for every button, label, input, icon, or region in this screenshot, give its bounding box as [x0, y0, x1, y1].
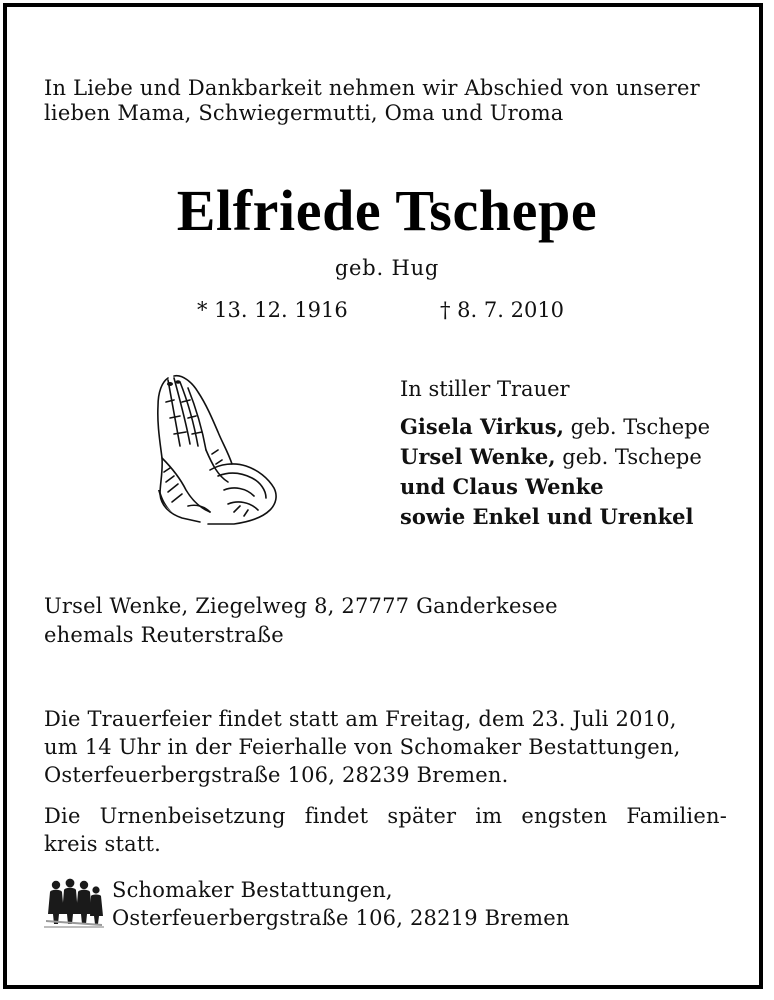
funeral-home-line-1: Schomaker Bestattungen, [112, 878, 393, 902]
funeral-home-line-2: Osterfeuerbergstraße 106, 28219 Bremen [112, 906, 570, 930]
urn-line-2: kreis statt. [44, 832, 162, 856]
funeral-service-text [44, 705, 680, 789]
mourner-note: geb. Tschepe [555, 445, 702, 469]
praying-hands-icon [148, 372, 282, 528]
intro-text [44, 76, 700, 126]
mourner-entry [400, 412, 710, 442]
mourner-name: Gisela Virkus, [400, 414, 564, 439]
address-line-2: ehemals Reuterstraße [44, 623, 284, 647]
service-line-2: um 14 Uhr in der Feierhalle von Schomaker Bestattungen, [44, 735, 681, 759]
intro-line-2: lieben Mama, Schwiegermutti, Oma und Uroma [44, 101, 564, 125]
mourner-entry [400, 502, 710, 532]
mourner-name: Ursel Wenke, [400, 444, 556, 469]
maiden-name: geb. Hug [334, 256, 440, 280]
mourners-block [400, 374, 710, 532]
mourner-name: sowie Enkel und Urenkel [400, 504, 694, 529]
service-line-3: Osterfeuerbergstraße 106, 28239 Bremen. [44, 763, 509, 787]
urn-line-1: Die Urnenbeisetzung findet später im engsten Familien- [44, 804, 727, 828]
mourner-entry [400, 472, 710, 502]
mourner-name: und Claus Wenke [400, 474, 604, 499]
intro-line-1: In Liebe und Dankbarkeit nehmen wir Abschied von unserer [44, 76, 700, 100]
birth-date: * 13. 12. 1916 [197, 298, 348, 322]
mourner-entry [400, 442, 710, 472]
family-address [44, 592, 558, 650]
funeral-home-info [112, 876, 570, 932]
service-line-1: Die Trauerfeier findet statt am Freitag, dem 23. Juli 2010, [44, 707, 677, 731]
deceased-name: Elfriede Tschepe [176, 178, 598, 243]
urn-burial-text [44, 802, 727, 858]
address-line-1: Ursel Wenke, Ziegelweg 8, 27777 Ganderkesee [44, 594, 558, 618]
death-date: † 8. 7. 2010 [440, 298, 565, 322]
mourner-note: geb. Tschepe [563, 415, 711, 439]
mourners-heading: In stiller Trauer [400, 377, 570, 401]
mourning-figures-icon [44, 876, 104, 928]
